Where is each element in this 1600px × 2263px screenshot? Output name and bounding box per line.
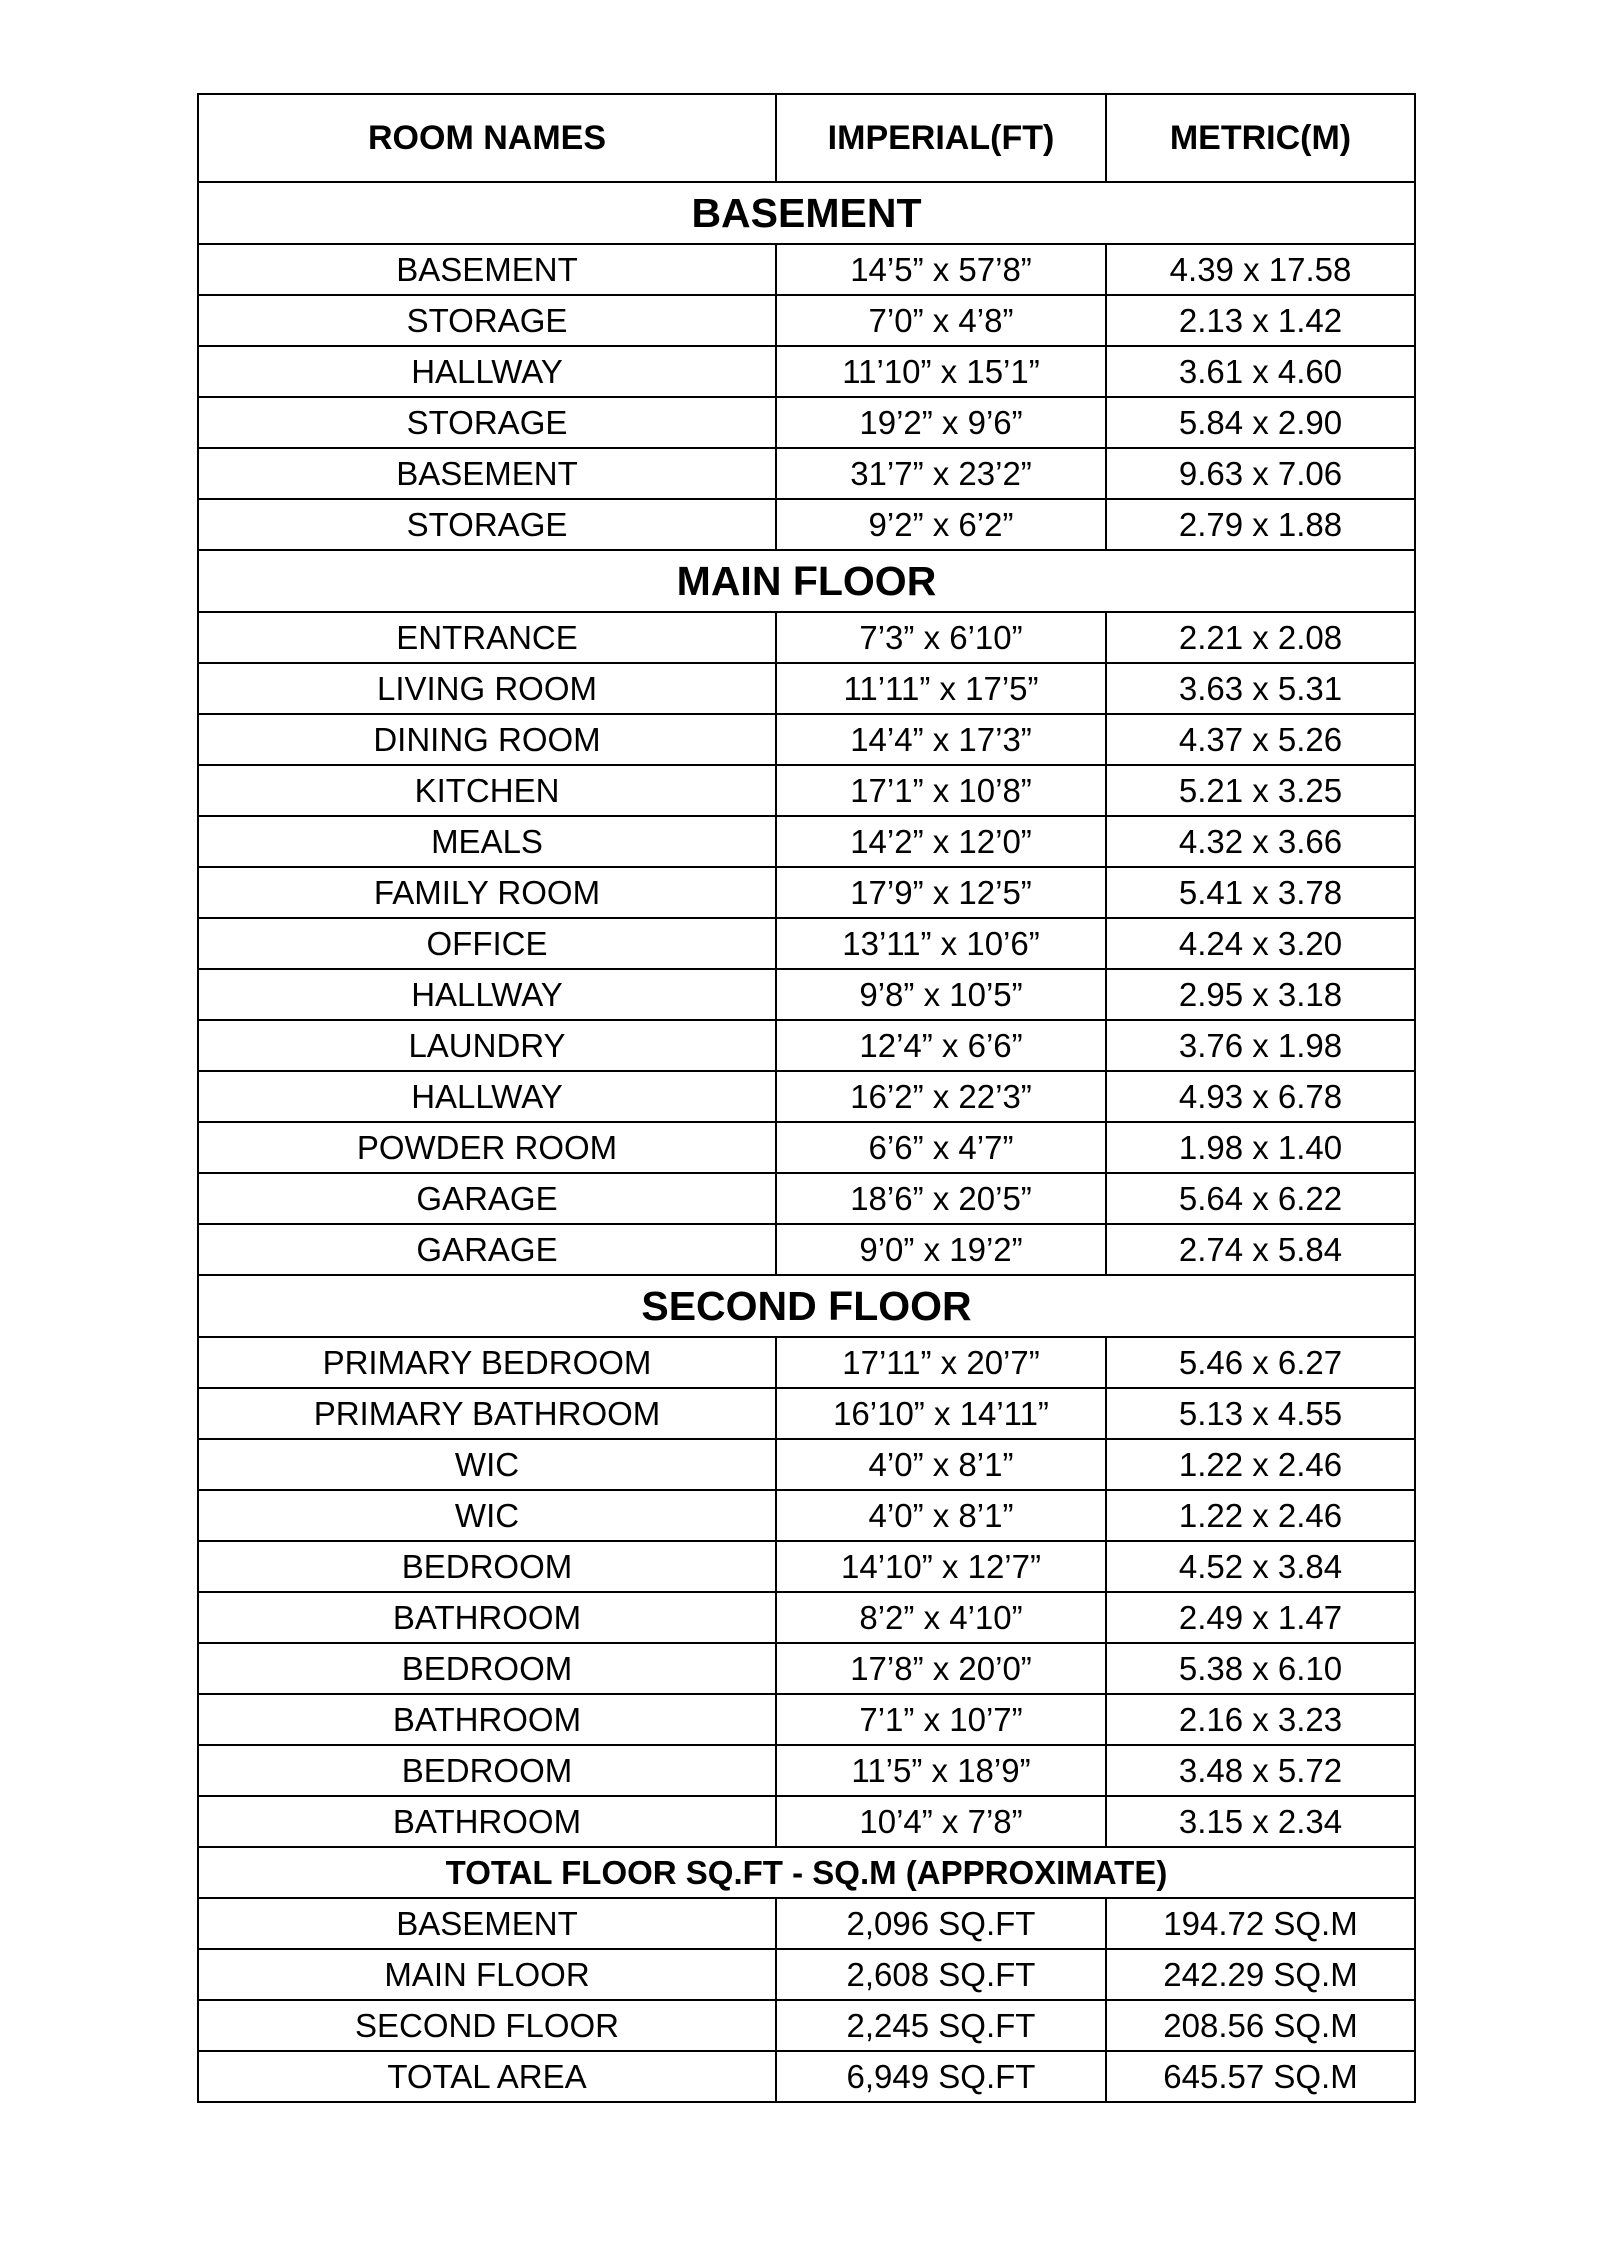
metric-dimension-cell: 1.22 x 2.46 [1106, 1490, 1415, 1541]
section-row [198, 1275, 1415, 1337]
room-dimensions-table [197, 93, 1416, 2103]
metric-dimension-cell: 645.57 SQ.M [1106, 2051, 1415, 2102]
room-name-cell: STORAGE [198, 295, 776, 346]
imperial-dimension-cell: 14’2” x 12’0” [776, 816, 1106, 867]
room-name-cell: GARAGE [198, 1224, 776, 1275]
table-header-row [198, 94, 1415, 182]
section-row [198, 550, 1415, 612]
metric-dimension-cell: 2.49 x 1.47 [1106, 1592, 1415, 1643]
imperial-dimension-cell: 11’11” x 17’5” [776, 663, 1106, 714]
room-name-cell: WIC [198, 1439, 776, 1490]
room-name-cell: GARAGE [198, 1173, 776, 1224]
metric-dimension-cell: 3.76 x 1.98 [1106, 1020, 1415, 1071]
imperial-dimension-cell: 4’0” x 8’1” [776, 1439, 1106, 1490]
metric-dimension-cell: 4.39 x 17.58 [1106, 244, 1415, 295]
room-name-cell: PRIMARY BATHROOM [198, 1388, 776, 1439]
table-row [198, 1224, 1415, 1275]
table-row [198, 918, 1415, 969]
metric-dimension-cell: 5.38 x 6.10 [1106, 1643, 1415, 1694]
table-row [198, 714, 1415, 765]
imperial-dimension-cell: 6’6” x 4’7” [776, 1122, 1106, 1173]
table-row [198, 663, 1415, 714]
metric-dimension-cell: 194.72 SQ.M [1106, 1898, 1415, 1949]
room-names-header: ROOM NAMES [198, 94, 776, 182]
room-name-cell: POWDER ROOM [198, 1122, 776, 1173]
metric-dimension-cell: 2.79 x 1.88 [1106, 499, 1415, 550]
table-row [198, 1796, 1415, 1847]
table-row [198, 612, 1415, 663]
room-name-cell: DINING ROOM [198, 714, 776, 765]
table-row [198, 448, 1415, 499]
metric-dimension-cell: 208.56 SQ.M [1106, 2000, 1415, 2051]
metric-dimension-cell: 3.15 x 2.34 [1106, 1796, 1415, 1847]
room-name-cell: WIC [198, 1490, 776, 1541]
total-row [198, 2000, 1415, 2051]
room-name-cell: PRIMARY BEDROOM [198, 1337, 776, 1388]
room-name-cell: STORAGE [198, 397, 776, 448]
table-row [198, 969, 1415, 1020]
room-name-cell: FAMILY ROOM [198, 867, 776, 918]
imperial-dimension-cell: 17’9” x 12’5” [776, 867, 1106, 918]
table-row [198, 1071, 1415, 1122]
room-name-cell: LAUNDRY [198, 1020, 776, 1071]
table-row [198, 295, 1415, 346]
imperial-dimension-cell: 17’8” x 20’0” [776, 1643, 1106, 1694]
metric-dimension-cell: 2.21 x 2.08 [1106, 612, 1415, 663]
room-name-cell: BATHROOM [198, 1592, 776, 1643]
room-name-cell: TOTAL AREA [198, 2051, 776, 2102]
imperial-dimension-cell: 14’5” x 57’8” [776, 244, 1106, 295]
imperial-dimension-cell: 6,949 SQ.FT [776, 2051, 1106, 2102]
metric-dimension-cell: 2.13 x 1.42 [1106, 295, 1415, 346]
room-name-cell: HALLWAY [198, 969, 776, 1020]
metric-dimension-cell: 5.13 x 4.55 [1106, 1388, 1415, 1439]
table-row [198, 1173, 1415, 1224]
section-row [198, 1847, 1415, 1898]
room-name-cell: BATHROOM [198, 1694, 776, 1745]
metric-dimension-cell: 4.93 x 6.78 [1106, 1071, 1415, 1122]
metric-dimension-cell: 9.63 x 7.06 [1106, 448, 1415, 499]
section-title: BASEMENT [198, 182, 1415, 244]
imperial-dimension-cell: 17’1” x 10’8” [776, 765, 1106, 816]
imperial-dimension-cell: 2,608 SQ.FT [776, 1949, 1106, 2000]
table-body [198, 182, 1415, 2102]
table-row [198, 346, 1415, 397]
table-row [198, 1592, 1415, 1643]
room-name-cell: MAIN FLOOR [198, 1949, 776, 2000]
imperial-dimension-cell: 7’3” x 6’10” [776, 612, 1106, 663]
table-row [198, 1541, 1415, 1592]
imperial-dimension-cell: 16’2” x 22’3” [776, 1071, 1106, 1122]
total-row [198, 1949, 1415, 2000]
imperial-dimension-cell: 9’8” x 10’5” [776, 969, 1106, 1020]
imperial-dimension-cell: 8’2” x 4’10” [776, 1592, 1106, 1643]
table-row [198, 1745, 1415, 1796]
metric-dimension-cell: 4.32 x 3.66 [1106, 816, 1415, 867]
room-name-cell: MEALS [198, 816, 776, 867]
table-row [198, 1388, 1415, 1439]
imperial-dimension-cell: 12’4” x 6’6” [776, 1020, 1106, 1071]
imperial-dimension-cell: 17’11” x 20’7” [776, 1337, 1106, 1388]
metric-dimension-cell: 5.21 x 3.25 [1106, 765, 1415, 816]
table-row [198, 765, 1415, 816]
imperial-dimension-cell: 2,245 SQ.FT [776, 2000, 1106, 2051]
metric-dimension-cell: 3.63 x 5.31 [1106, 663, 1415, 714]
metric-dimension-cell: 3.48 x 5.72 [1106, 1745, 1415, 1796]
imperial-dimension-cell: 11’5” x 18’9” [776, 1745, 1106, 1796]
metric-dimension-cell: 5.84 x 2.90 [1106, 397, 1415, 448]
imperial-dimension-cell: 7’1” x 10’7” [776, 1694, 1106, 1745]
table-row [198, 1694, 1415, 1745]
room-name-cell: BEDROOM [198, 1745, 776, 1796]
table-row [198, 499, 1415, 550]
table-row [198, 244, 1415, 295]
metric-dimension-cell: 3.61 x 4.60 [1106, 346, 1415, 397]
room-name-cell: LIVING ROOM [198, 663, 776, 714]
table-row [198, 1439, 1415, 1490]
total-row [198, 1898, 1415, 1949]
room-name-cell: BEDROOM [198, 1541, 776, 1592]
table-row [198, 816, 1415, 867]
imperial-dimension-cell: 14’10” x 12’7” [776, 1541, 1106, 1592]
table-row [198, 1020, 1415, 1071]
metric-header: METRIC(M) [1106, 94, 1415, 182]
metric-dimension-cell: 2.95 x 3.18 [1106, 969, 1415, 1020]
imperial-dimension-cell: 11’10” x 15’1” [776, 346, 1106, 397]
room-name-cell: OFFICE [198, 918, 776, 969]
room-name-cell: BASEMENT [198, 244, 776, 295]
metric-dimension-cell: 2.74 x 5.84 [1106, 1224, 1415, 1275]
table-row [198, 1643, 1415, 1694]
section-title: SECOND FLOOR [198, 1275, 1415, 1337]
metric-dimension-cell: 2.16 x 3.23 [1106, 1694, 1415, 1745]
metric-dimension-cell: 4.37 x 5.26 [1106, 714, 1415, 765]
imperial-dimension-cell: 14’4” x 17’3” [776, 714, 1106, 765]
totals-title: TOTAL FLOOR SQ.FT - SQ.M (APPROXIMATE) [198, 1847, 1415, 1898]
metric-dimension-cell: 4.52 x 3.84 [1106, 1541, 1415, 1592]
imperial-dimension-cell: 18’6” x 20’5” [776, 1173, 1106, 1224]
metric-dimension-cell: 1.22 x 2.46 [1106, 1439, 1415, 1490]
section-title: MAIN FLOOR [198, 550, 1415, 612]
metric-dimension-cell: 5.41 x 3.78 [1106, 867, 1415, 918]
imperial-dimension-cell: 7’0” x 4’8” [776, 295, 1106, 346]
metric-dimension-cell: 5.46 x 6.27 [1106, 1337, 1415, 1388]
metric-dimension-cell: 4.24 x 3.20 [1106, 918, 1415, 969]
metric-dimension-cell: 1.98 x 1.40 [1106, 1122, 1415, 1173]
imperial-dimension-cell: 9’2” x 6’2” [776, 499, 1106, 550]
room-name-cell: SECOND FLOOR [198, 2000, 776, 2051]
room-name-cell: KITCHEN [198, 765, 776, 816]
metric-dimension-cell: 242.29 SQ.M [1106, 1949, 1415, 2000]
imperial-dimension-cell: 19’2” x 9’6” [776, 397, 1106, 448]
total-row [198, 2051, 1415, 2102]
table-row [198, 1337, 1415, 1388]
room-name-cell: HALLWAY [198, 346, 776, 397]
imperial-dimension-cell: 4’0” x 8’1” [776, 1490, 1106, 1541]
room-name-cell: BASEMENT [198, 1898, 776, 1949]
room-name-cell: STORAGE [198, 499, 776, 550]
room-name-cell: HALLWAY [198, 1071, 776, 1122]
table-row [198, 1122, 1415, 1173]
imperial-dimension-cell: 10’4” x 7’8” [776, 1796, 1106, 1847]
section-row [198, 182, 1415, 244]
room-name-cell: ENTRANCE [198, 612, 776, 663]
imperial-dimension-cell: 13’11” x 10’6” [776, 918, 1106, 969]
table-row [198, 1490, 1415, 1541]
metric-dimension-cell: 5.64 x 6.22 [1106, 1173, 1415, 1224]
imperial-dimension-cell: 16’10” x 14’11” [776, 1388, 1106, 1439]
imperial-header: IMPERIAL(FT) [776, 94, 1106, 182]
imperial-dimension-cell: 9’0” x 19’2” [776, 1224, 1106, 1275]
table-row [198, 867, 1415, 918]
room-name-cell: BATHROOM [198, 1796, 776, 1847]
imperial-dimension-cell: 31’7” x 23’2” [776, 448, 1106, 499]
table-row [198, 397, 1415, 448]
imperial-dimension-cell: 2,096 SQ.FT [776, 1898, 1106, 1949]
room-name-cell: BEDROOM [198, 1643, 776, 1694]
room-name-cell: BASEMENT [198, 448, 776, 499]
